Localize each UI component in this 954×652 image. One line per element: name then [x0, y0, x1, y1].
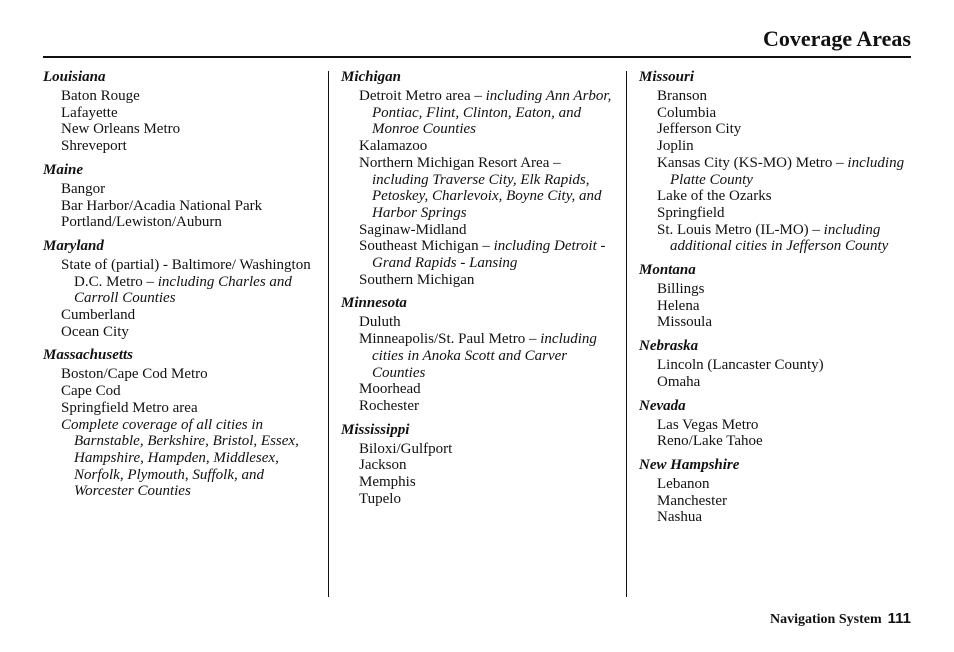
state-heading: Maryland: [43, 237, 104, 254]
coverage-area-detail: including additional cities in Jefferson County: [670, 221, 889, 255]
coverage-area-name: Shreveport: [61, 138, 127, 155]
coverage-area-name: Complete coverage of all cities in Barnstable, Berkshire, Bristol, Essex, Hampshire, Hampden, Middlesex, Norfolk, Plymouth, Suffolk, and Worcester Counties: [61, 416, 299, 500]
coverage-area-name: Memphis: [359, 474, 416, 491]
coverage-area-item: [639, 188, 911, 205]
coverage-area-item: [639, 374, 911, 391]
coverage-area-detail: including Charles and Carroll Counties: [74, 273, 292, 307]
coverage-area-name: Nashua: [657, 509, 702, 526]
coverage-area-item: [639, 509, 911, 526]
coverage-area-item: [639, 138, 911, 155]
coverage-area-name: Reno/Lake Tahoe: [657, 433, 763, 450]
state-section: [43, 345, 315, 500]
coverage-area-name: Kalamazoo: [359, 138, 428, 155]
state-section: [43, 67, 315, 155]
state-section: [639, 336, 911, 390]
state-section: [341, 420, 613, 508]
coverage-area-name: Las Vegas Metro: [657, 416, 759, 433]
coverage-area-detail: including Detroit - Grand Rapids - Lansing: [372, 238, 606, 272]
state-heading: Massachusetts: [43, 347, 134, 364]
coverage-area-name: Southeast Michigan –: [359, 238, 490, 255]
column-1: [43, 67, 315, 505]
coverage-area-name: State of (partial) - Baltimore/ Washington D.C. Metro –: [61, 256, 311, 290]
coverage-area-name: Minneapolis/St. Paul Metro –: [359, 331, 537, 348]
state-heading: Montana: [639, 262, 696, 279]
coverage-area-name: Saginaw-Midland: [359, 221, 467, 238]
coverage-area-item: [43, 214, 315, 231]
coverage-area-detail: including Traverse City, Elk Rapids, Petoskey, Charlevoix, Boyne City, and Harbor Springs: [372, 171, 602, 221]
coverage-area-item: [43, 88, 315, 105]
column-divider: [626, 71, 627, 597]
state-heading: Nevada: [639, 397, 686, 414]
coverage-area-name: Tupelo: [359, 490, 401, 507]
coverage-area-item: [341, 457, 613, 474]
state-section: [639, 260, 911, 331]
coverage-area-item: [341, 441, 613, 458]
coverage-area-name: Springfield Metro area: [61, 399, 198, 416]
coverage-area-name: Ocean City: [61, 323, 129, 340]
state-section: [341, 293, 613, 414]
coverage-area-item: [639, 476, 911, 493]
coverage-area-name: Kansas City (KS-MO) Metro –: [657, 154, 844, 171]
coverage-area-item: [43, 181, 315, 198]
coverage-area-item: [341, 381, 613, 398]
coverage-area-item: [341, 398, 613, 415]
state-heading: Michigan: [341, 69, 402, 85]
coverage-area-item: [341, 474, 613, 491]
footer-section-label: Navigation System: [770, 612, 882, 627]
state-heading: Minnesota: [341, 295, 407, 312]
coverage-area-name: Billings: [657, 281, 705, 298]
coverage-area-item: [43, 121, 315, 138]
coverage-area-item: [639, 155, 911, 188]
coverage-area-item: [341, 88, 613, 138]
state-heading: Louisiana: [43, 69, 106, 85]
coverage-area-item: [43, 307, 315, 324]
coverage-area-name: Cumberland: [61, 307, 136, 324]
coverage-area-name: Rochester: [359, 397, 419, 414]
title-rule: [43, 56, 911, 58]
page-number: 111: [887, 610, 911, 627]
state-section: [341, 67, 613, 288]
coverage-area-item: [639, 298, 911, 315]
coverage-area-name: Lincoln (Lancaster County): [657, 357, 824, 374]
coverage-area-name: Southern Michigan: [359, 271, 475, 288]
coverage-area-name: Omaha: [657, 373, 701, 390]
column-divider: [328, 71, 329, 597]
coverage-area-name: Bangor: [61, 180, 106, 197]
state-section: [43, 236, 315, 341]
state-section: [639, 455, 911, 526]
column-3: [639, 67, 911, 531]
coverage-area-name: Northern Michigan Resort Area –: [359, 154, 561, 171]
coverage-area-name: Jackson: [359, 457, 407, 474]
coverage-area-item: [43, 138, 315, 155]
coverage-area-name: Moorhead: [359, 381, 421, 398]
column-2: [341, 67, 613, 512]
coverage-area-item: [341, 491, 613, 508]
coverage-area-item: [341, 238, 613, 271]
coverage-area-item: [639, 314, 911, 331]
state-heading: Nebraska: [639, 338, 699, 355]
coverage-area-item: [639, 493, 911, 510]
coverage-area-name: Detroit Metro area –: [359, 88, 482, 104]
state-heading: Missouri: [639, 69, 695, 85]
coverage-area-name: Boston/Cape Cod Metro: [61, 366, 208, 383]
coverage-area-item: [341, 272, 613, 289]
coverage-area-item: [639, 433, 911, 450]
state-section: [639, 396, 911, 450]
page-footer: [770, 609, 911, 630]
coverage-area-item: [639, 121, 911, 138]
coverage-area-name: Baton Rouge: [61, 88, 140, 104]
coverage-area-item: [639, 281, 911, 298]
state-section: [639, 67, 911, 255]
coverage-area-name: Missoula: [657, 314, 713, 331]
coverage-area-item: [43, 383, 315, 400]
coverage-area-item: [639, 357, 911, 374]
coverage-area-item: [639, 222, 911, 255]
coverage-area-item: [341, 155, 613, 222]
coverage-area-item: [639, 88, 911, 105]
coverage-area-item: [341, 138, 613, 155]
state-heading: Maine: [43, 161, 84, 178]
page-title: Coverage Areas: [762, 26, 911, 51]
coverage-area-item: [43, 257, 315, 307]
coverage-area-name: Branson: [657, 88, 707, 104]
coverage-area-name: Portland/Lewiston/Auburn: [61, 214, 222, 231]
coverage-area-name: Bar Harbor/Acadia National Park: [61, 197, 263, 214]
coverage-area-name: Duluth: [359, 314, 401, 331]
state-section: [43, 160, 315, 231]
state-heading: Mississippi: [341, 421, 410, 438]
coverage-area-name: Joplin: [657, 138, 694, 155]
coverage-area-name: Lafayette: [61, 104, 118, 121]
coverage-area-item: [639, 417, 911, 434]
coverage-area-item: [341, 331, 613, 381]
coverage-area-item: [341, 314, 613, 331]
coverage-area-item: [341, 222, 613, 239]
coverage-area-item: [43, 366, 315, 383]
coverage-area-name: Jefferson City: [657, 121, 742, 138]
coverage-area-item: [43, 198, 315, 215]
coverage-area-name: St. Louis Metro (IL-MO) –: [657, 221, 820, 238]
coverage-area-name: Helena: [657, 297, 700, 314]
coverage-area-item: [43, 400, 315, 417]
coverage-area-item: [43, 105, 315, 122]
coverage-area-detail: including cities in Anoka Scott and Carver Counties: [372, 331, 597, 381]
coverage-area-detail: including Ann Arbor, Pontiac, Flint, Clinton, Eaton, and Monroe Counties: [372, 88, 612, 138]
coverage-area-name: Springfield: [657, 204, 725, 221]
coverage-area-item: [43, 417, 315, 501]
coverage-area-item: [639, 205, 911, 222]
coverage-area-name: Lake of the Ozarks: [657, 188, 772, 205]
state-heading: New Hampshire: [639, 456, 740, 473]
coverage-area-name: Manchester: [657, 492, 727, 509]
coverage-area-item: [43, 324, 315, 341]
coverage-area-detail: including Platte County: [670, 154, 905, 188]
coverage-area-name: Lebanon: [657, 475, 710, 492]
coverage-area-item: [639, 105, 911, 122]
coverage-area-name: Columbia: [657, 104, 717, 121]
coverage-area-name: Cape Cod: [61, 383, 121, 400]
coverage-area-name: New Orleans Metro: [61, 121, 181, 138]
coverage-area-name: Biloxi/Gulfport: [359, 440, 453, 457]
